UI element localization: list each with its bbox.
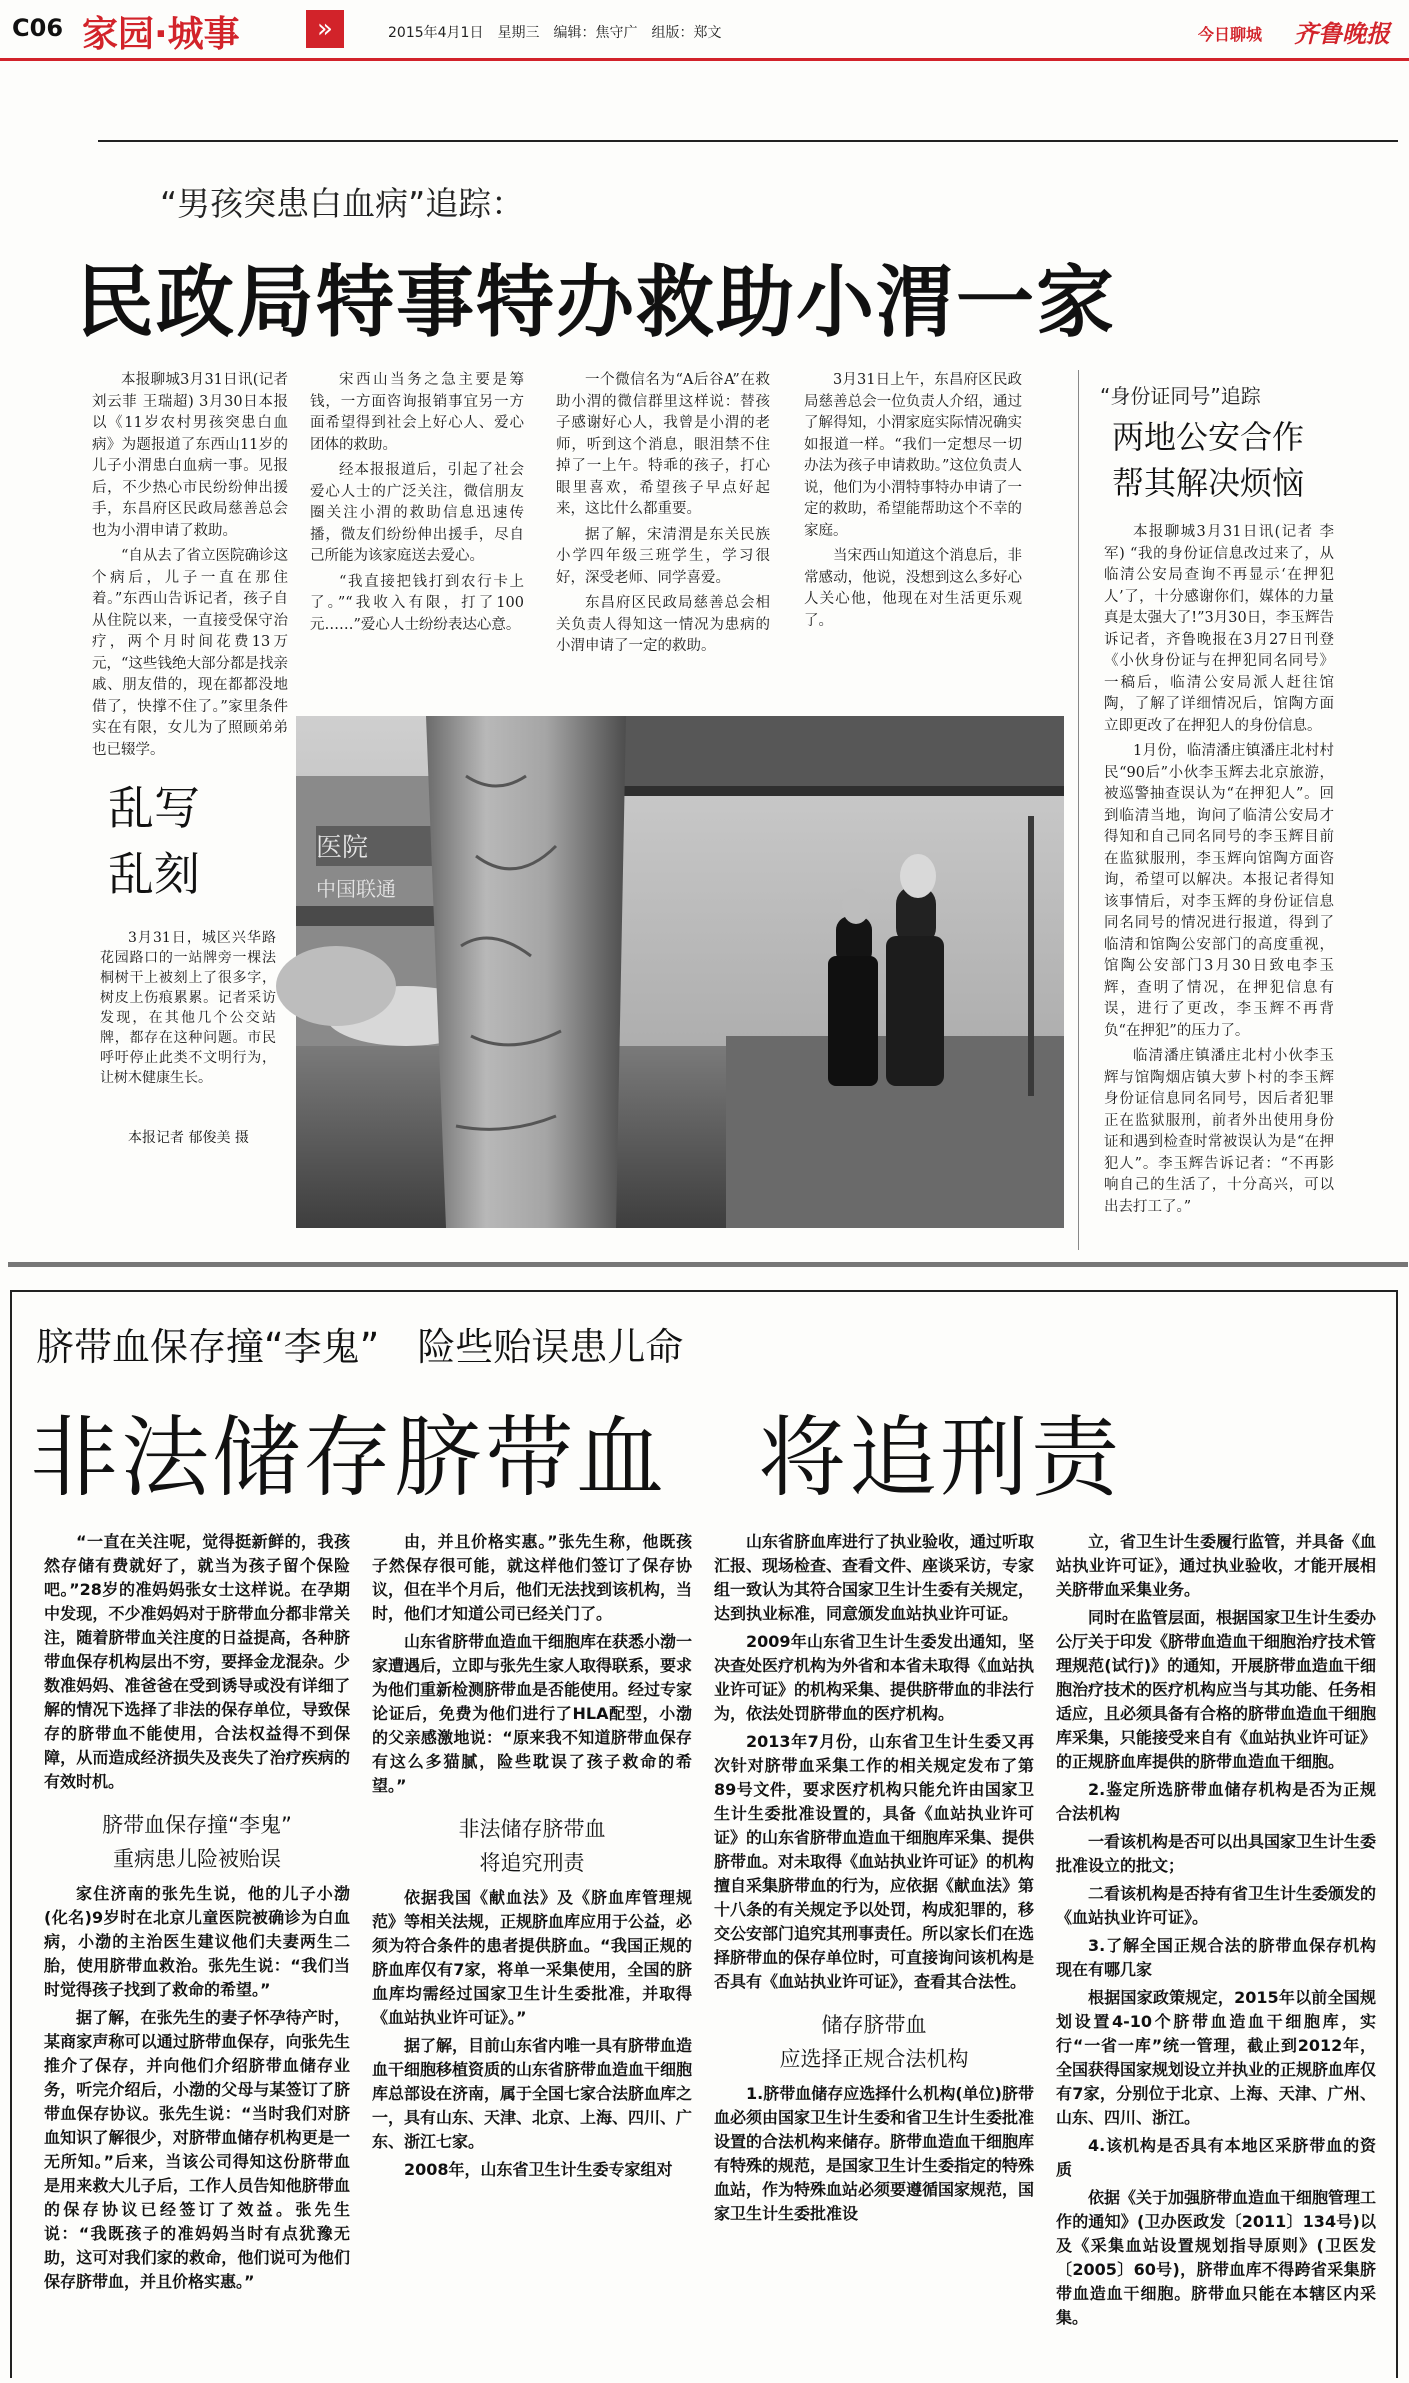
story2-col1-para: “一直在关注呢，觉得挺新鲜的，我孩然存储有费就好了，就当为孩子留个保险吧。”28岁的准妈妈张女士这样说。在孕期中发现，不少准妈妈对于脐带血分都非常关注，随着脐带血关注度的日益提高，各种脐带血保存机构层出不穷，要择金龙混杂。少数准妈妈、准爸爸在受到诱导或没有详细了解的情况下选择了非法的保存单位，导致保存的脐带血不能使用，合法权益得不到保障，从而造成经济损失及丧失了治疗疾病的有效时机。 (44, 1532, 350, 1791)
story2-col2-para: 由，并且价格实惠。”张先生称，他既孩子然保存很可能，就这样他们签订了保存协议，但在半个月后，他们无法找到该机构，当时，他们才知道公司已经关门了。 (372, 1532, 693, 1623)
header-divider (0, 58, 1409, 61)
sidebar-kicker: “身份证同号”追踪 (1100, 384, 1261, 408)
story1-kicker: “男孩突患白血病”追踪： (160, 184, 525, 223)
date-line: 2015年4月1日 星期三 编辑：焦守广 组版：郑文 (388, 25, 722, 41)
story2-col1-para: 据了解，在张先生的妻子怀孕待产时，某商家声称可以通过脐带血保存，向张先生推介了保存，并向他们介绍脐带血储存业务，听完介绍后，小渤的父母与某签订了脐带血保存协议。张先生说：“当时我们对脐血知识了解很少，对脐带血储存机构更是一无所知。”后来，当该公司得知这份脐带血是用来救大儿子后，工作人员告知他脐带血的保存协议已经签订了效益。张先生说：“我既孩子的准妈妈当时有点犹豫无助，这可对我们家的救命，他们说可为他们保存脐带血，并且价格实惠。” (44, 2008, 350, 2291)
story1-col3-para: 据了解，宋清渭是东关民族小学四年级三班学生，学习很好，深受老师、同学喜爱。 (556, 526, 770, 586)
story2-col3-para: 2013年7月份，山东省卫生计生委又再次针对脐带血采集工作的相关规定发布了第89号文件，要求医疗机构只能允许由国家卫生计生委批准设置的，具备《血站执业许可证》的山东省脐带血造血干细胞库采集、提供脐带血。对未取得《血站执业许可证》的机构擅自采集脐带血的行为，应依据《献血法》第十八条的有关规定予以处罚，构成犯罪的，移交公安部门追究其刑事责任。所以家长们在选择脐带血的保存单位时，可直接询问该机构是否具有《血站执业许可证》，查看其合法性。 (714, 1732, 1035, 1991)
photo-caption (100, 928, 276, 1120)
story1-col2-para: “我直接把钱打到农行卡上了。”“我收入有限，打了100元……”爱心人士纷纷表达心意。 (310, 573, 524, 633)
story2-col4-para: 二看该机构是否持有省卫生计生委颁发的《血站执业许可证》。 (1056, 1884, 1377, 1927)
photo-title-1: 乱写 (108, 781, 200, 835)
sidebar-para: 本报聊城3月31日讯(记者 李军) “我的身份证信息改过来了，从临清公安局查询不再显示‘在押犯人’了，十分感谢你们，媒体的力量真是太强大了!”3月30日，李玉辉告诉记者，齐鲁晚报在3月27日刊登《小伙身份证与在押犯同名同号》一稿后，临清公安局派人赶往馆陶，了解了详细情况后，馆陶方面立即更改了在押犯人的身份信息。 (1104, 524, 1334, 734)
story2-col3-subhead-1: 储存脐带血 (821, 2013, 927, 2037)
story1-col1-para: “自从去了省立医院确诊这个病后，儿子一直在那住着。”东西山告诉记者，孩子自从住院以来，一直接受保守治疗，两个月时间花费13万元，“这些钱绝大部分都是找亲戚、朋友借的，现在都都没地借了，快撑不住了。”家里条件实在有限，女儿为了照顾弟弟也已辍学。 (92, 548, 288, 758)
story1-col2-para: 宋西山当务之急主要是筹钱，一方面咨询报销事宜另一方面希望得到社会上好心人、爱心团体的救助。 (310, 372, 524, 453)
story2-col2-para: 据了解，目前山东省内唯一具有脐带血造血干细胞移植资质的山东省脐带血造血干细胞库总部设在济南，属于全国七家合法脐血库之一，具有山东、天津、北京、上海、四川、广东、浙江七家。 (372, 2036, 693, 2151)
story1-col2-para: 经本报报道后，引起了社会爱心人士的广泛关注，微信朋友圈关注小渭的救助信息迅速传播，微友们纷纷伸出援手，尽自己所能为该家庭送去爱心。 (310, 462, 524, 564)
story2-column-2 (372, 1530, 692, 2366)
photo-credit: 本报记者 郁俊美 摄 (128, 1130, 249, 1146)
sidebar-para: 临清潘庄镇潘庄北村小伙李玉辉与馆陶烟店镇大萝卜村的李玉辉身份证信息同名同号，因后者犯罪正在监狱服刑，前者外出使用身份证和遇到检查时常被误认为是“在押犯人”。李玉辉告诉记者：“不再影响自己的生活了，十分高兴，可以出去打工了。” (1104, 1048, 1334, 1215)
story1-col4-para: 当宋西山知道这个消息后，非常感动，他说，没想到这么多好心人关心他，他现在对生活更乐观了。 (804, 548, 1022, 629)
story2-col2-para: 2008年，山东省卫生计生委专家组对 (404, 2160, 673, 2179)
sidebar-title-1: 两地公安合作 (1112, 418, 1305, 456)
photo-sign-left: 医院 (316, 833, 369, 863)
story2-kicker: 脐带血保存撞“李鬼” 险些贻误患儿命 (36, 1325, 684, 1369)
story2-col4-para: 根据国家政策规定，2015年以前全国规划设置4-10个脐带血造血干细胞库，实行“一省一库”统一管理，截止到2012年，全国获得国家规划设立并执业的正规脐血库仅有7家，分别位于北京、上海、天津、广州、山东、四川、浙江。 (1056, 1988, 1377, 2127)
story2-col4-para: 立，省卫生计生委履行监管，并具备《血站执业许可证》，通过执业验收，才能开展相关脐带血采集业务。 (1056, 1532, 1377, 1599)
story2-headline: 非法储存脐带血 将追刑责 (30, 1406, 1123, 1509)
sidebar-title-2: 帮其解决烦恼 (1112, 464, 1305, 502)
section-arrow-icon: » (306, 10, 344, 48)
photo-caption-text: 3月31日，城区兴华路花园路口的一站牌旁一棵法桐树干上被刻上了很多字，树皮上伤痕累累。记者采访发现，在其他几个公交站牌，都存在这种问题。市民呼吁停止此类不文明行为，让树木健康生长。 (100, 930, 276, 1086)
story2-col2-subhead-1: 非法储存脐带血 (458, 1817, 606, 1841)
news-photo (296, 716, 1064, 1228)
story2-box-right (1396, 1290, 1398, 2378)
story2-col3-para: 2009年山东省卫生计生委发出通知，坚决查处医疗机构为外省和本省未取得《血站执业许可证》的机构采集、提供脐带血的非法行为，依法处罚脐带血的医疗机构。 (714, 1632, 1035, 1723)
story2-col4-para: 4.该机构是否具有本地区采脐带血的资质 (1056, 2136, 1376, 2179)
section-title: 家园·城事 (82, 14, 240, 55)
story1-column-1 (92, 370, 288, 758)
story2-col4-para: 3.了解全国正规合法的脐带血保存机构现在有哪几家 (1056, 1936, 1376, 1979)
story1-col3-para: 一个微信名为“A后谷A”在救助小渭的微信群里这样说：替孩子感谢好心人，我曾是小渭的老师，听到这个消息，眼泪禁不住掉了一上午。特乖的孩子，打心眼里喜欢，希望孩子早点好起来，这比什么都重要。 (556, 372, 770, 517)
tree-trunk-photo-illustration (296, 716, 1064, 1228)
story2-column-3 (714, 1530, 1034, 2366)
section-divider (8, 1262, 1408, 1267)
story2-col3-para: 山东省脐血库进行了执业验收，通过听取汇报、现场检查、查看文件、座谈采访，专家组一致认为其符合国家卫生计生委有关规定，达到执业标准，同意颁发血站执业许可证。 (714, 1532, 1035, 1623)
story2-col4-para: 2.鉴定所选脐带血储存机构是否为正规合法机构 (1056, 1780, 1376, 1823)
photo-sign-mid: 中国联通 (316, 877, 396, 901)
story2-col1-subhead-1: 脐带血保存撞“李鬼” (102, 1813, 292, 1837)
story1-col3-para: 东昌府区民政局慈善总会相关负责人得知这一情况为患病的小渭申请了一定的救助。 (556, 595, 770, 654)
sidebar-para: 1月份，临清潘庄镇潘庄北村村民“90后”小伙李玉辉去北京旅游，被巡警抽查误认为“在押犯人”。回到临清当地，询问了临清公安局才得知和自己同名同号的李玉辉目前在监狱服刑，李玉辉向馆陶方面咨询，希望可以解决。本报记者得知该事情后，对李玉辉的身份证信息同名同号的情况进行报道，得到了临清和馆陶公安部门的高度重视，馆陶公安部门3月30日致电李玉辉，查明了情况，在押犯信息有误，进行了更改，李玉辉不再背负“在押犯”的压力了。 (1104, 743, 1334, 1039)
story1-headline: 民政局特事特办救助小渭一家 (76, 258, 1117, 348)
story2-col2-subhead-2: 将追究刑责 (479, 1851, 585, 1875)
page-header (0, 0, 1409, 56)
sidebar-left-rule (1078, 370, 1079, 1250)
photo-title-2: 乱刻 (108, 847, 200, 901)
story2-col4-para: 一看该机构是否可以出具国家卫生计生委批准设立的批文； (1056, 1832, 1377, 1875)
story1-col1-para: 本报聊城3月31日讯(记者 刘云菲 王瑞超) 3月30日本报以《11岁农村男孩突患白血病》为题报道了东西山11岁的儿子小渭患白血病一事。见报后，不少热心市民纷纷伸出援手，东昌府区民政局慈善总会也为小渭申请了救助。 (92, 372, 288, 539)
story2-col4-para: 同时在监管层面，根据国家卫生计生委办公厅关于印发《脐带血造血干细胞治疗技术管理规范(试行)》的通知，开展脐带血造血干细胞治疗技术的医疗机构应当与其功能、任务相适应，且必须具备有合格的脐带血造血干细胞库采集，只能接受来自有《血站执业许可证》的正规脐血库提供的脐带血造血干细胞。 (1056, 1608, 1377, 1771)
story2-col3-subhead-2: 应选择正规合法机构 (779, 2047, 969, 2071)
story2-box-top (10, 1290, 1398, 1292)
story2-col1-subhead-2: 重病患儿险被贻误 (113, 1847, 281, 1871)
story1-top-rule (98, 140, 1398, 142)
page-number: C06 (12, 14, 64, 42)
story1-column-4 (804, 370, 1022, 682)
story2-col2-para: 山东省脐带血造血干细胞库在获悉小渤一家遭遇后，立即与张先生家人取得联系，要求为他们重新检测脐带血是否能使用。经过专家论证后，免费为他们进行了HLA配型，小渤的父亲感激地说：“原来我不知道脐带血保存有这么多猫腻，险些耽误了孩子救命的希望。” (372, 1632, 693, 1795)
sidebar-body (1104, 522, 1334, 1244)
paper-logo: 齐鲁晚报 (1294, 19, 1390, 48)
story2-box-left (10, 1290, 12, 2378)
story2-col4-para: 依据《关于加强脐带血造血干细胞管理工作的通知》(卫办医政发〔2011〕134号)以及《采集血站设置规划指导原则》(卫医发〔2005〕60号)，脐带血库不得跨省采集脐带血造血干细胞。脐带血只能在本辖区内采集。 (1056, 2188, 1377, 2327)
story2-col3-para: 1.脐带血储存应选择什么机构(单位)脐带血必须由国家卫生计生委和省卫生计生委批准设置的合法机构来储存。脐带血造血干细胞库有特殊的规范，是国家卫生计生委指定的特殊血站，作为特殊血站必须要遵循国家规范，国家卫生计生委批准设 (714, 2084, 1035, 2223)
story1-column-3 (556, 370, 770, 682)
story2-col2-para: 依据我国《献血法》及《脐血库管理规范》等相关法规，正规脐血库应用于公益，必须为符合条件的患者提供脐血。“我国正规的脐血库仅有7家，将单一采集使用，全国的脐血库均需经过国家卫生计生委批准，并取得《血站执业许可证》。” (372, 1888, 693, 2027)
story2-column-1 (44, 1530, 350, 2366)
story2-column-4 (1056, 1530, 1376, 2366)
story1-col4-para: 3月31日上午，东昌府区民政局慈善总会一位负责人介绍，通过了解得知，小渭家庭实际情况确实如报道一样。“我们一定想尽一切办法为孩子申请救助。”这位负责人说，他们为小渭特事特办申请了一定的救助，希望能帮助这个不幸的家庭。 (804, 372, 1022, 539)
story2-col1-para: 家住济南的张先生说，他的儿子小渤(化名)9岁时在北京儿童医院被确诊为白血病，小渤的主治医生建议他们夫妻两生二胎，使用脐带血救治。张先生说：“我们当时觉得孩子找到了救命的希望。” (44, 1884, 350, 1999)
right-tag: 今日聊城 (1198, 25, 1263, 44)
story1-column-2 (310, 370, 524, 682)
